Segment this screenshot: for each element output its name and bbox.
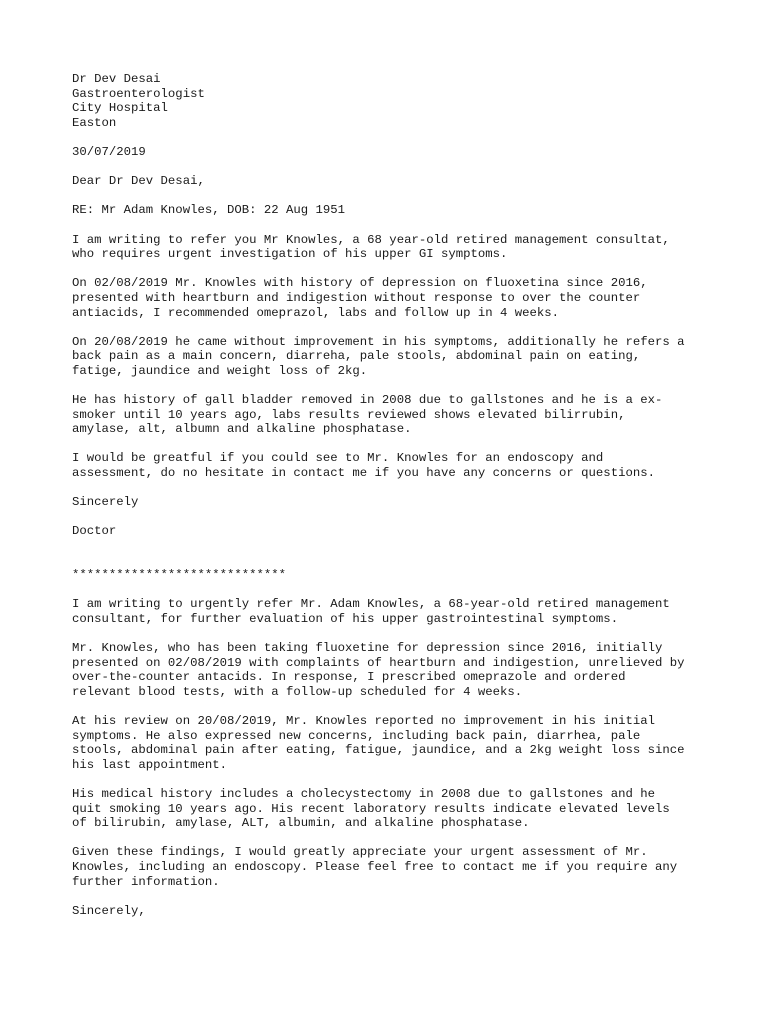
paragraph-line: smoker until 10 years ago, labs results reviewed shows elevated bilirrubin, bbox=[72, 407, 626, 422]
re-line bbox=[72, 203, 712, 218]
paragraph-line: presented on 02/08/2019 with complaints of heartburn and indigestion, unrelieved by bbox=[72, 655, 685, 670]
paragraph-line: his last appointment. bbox=[72, 757, 227, 772]
rewrite-paragraph-2 bbox=[72, 641, 712, 699]
sender-name: Dr Dev Desai bbox=[72, 72, 161, 86]
paragraph-line: over-the-counter antacids. In response, I prescribed omeprazole and ordered bbox=[72, 670, 626, 685]
sender-address bbox=[72, 72, 712, 130]
paragraph-line: further information. bbox=[72, 874, 220, 889]
separator-text: ***************************** bbox=[72, 568, 287, 583]
rewrite-paragraph-4 bbox=[72, 787, 712, 831]
closing-text: Sincerely bbox=[72, 495, 139, 510]
paragraph-line: I would be greatful if you could see to Mr. Knowles for an endoscopy and bbox=[72, 451, 604, 466]
paragraph-line: At his review on 20/08/2019, Mr. Knowles reported no improvement in his initial bbox=[72, 714, 655, 729]
original-paragraph-3 bbox=[72, 335, 712, 379]
closing-text: Sincerely, bbox=[72, 903, 146, 918]
paragraph-line: relevant blood tests, with a follow-up scheduled for 4 weeks. bbox=[72, 684, 523, 699]
original-paragraph-5 bbox=[72, 451, 712, 480]
greeting bbox=[72, 174, 712, 189]
original-paragraph-4 bbox=[72, 393, 712, 437]
paragraph-line: assessment, do no hesitate in contact me if you have any concerns or questions. bbox=[72, 466, 655, 481]
letter-document bbox=[72, 72, 712, 933]
separator bbox=[72, 568, 712, 583]
paragraph-line: stools, abdominal pain after eating, fatigue, jaundice, and a 2kg weight loss since bbox=[72, 743, 685, 758]
paragraph-line: consultant, for further evaluation of his upper gastrointestinal symptoms. bbox=[72, 611, 619, 626]
rewrite-paragraph-3 bbox=[72, 714, 712, 772]
paragraph-line: amylase, alt, albumn and alkaline phosphatase. bbox=[72, 422, 412, 437]
paragraph-line: Given these findings, I would greatly appreciate your urgent assessment of Mr. bbox=[72, 845, 648, 860]
rewrite-paragraph-5 bbox=[72, 845, 712, 889]
paragraph-line: His medical history includes a cholecystectomy in 2008 due to gallstones and he bbox=[72, 787, 655, 802]
paragraph-line: of bilirubin, amylase, ALT, albumin, and alkaline phosphatase. bbox=[72, 816, 530, 831]
paragraph-line: I am writing to urgently refer Mr. Adam Knowles, a 68-year-old retired management bbox=[72, 597, 670, 612]
paragraph-line: antiacids, I recommended omeprazol, labs and follow up in 4 weeks. bbox=[72, 305, 560, 320]
paragraph-line: who requires urgent investigation of his upper GI symptoms. bbox=[72, 247, 508, 262]
letter-date bbox=[72, 145, 712, 160]
paragraph-line: I am writing to refer you Mr Knowles, a 68 year-old retired management consultat, bbox=[72, 232, 670, 247]
signature-text: Doctor bbox=[72, 524, 117, 539]
sender-title: Gastroenterologist bbox=[72, 86, 205, 101]
paragraph-line: fatige, jaundice and weight loss of 2kg. bbox=[72, 363, 368, 378]
original-closing bbox=[72, 495, 712, 510]
paragraph-line: He has history of gall bladder removed in 2008 due to gallstones and he is a ex- bbox=[72, 393, 663, 408]
re-line-text: RE: Mr Adam Knowles, DOB: 22 Aug 1951 bbox=[72, 203, 346, 218]
sender-town: Easton bbox=[72, 115, 117, 130]
rewrite-closing bbox=[72, 904, 712, 919]
paragraph-line: Knowles, including an endoscopy. Please feel free to contact me if you require any bbox=[72, 860, 678, 875]
rewrite-paragraph-1 bbox=[72, 597, 712, 626]
paragraph-line: back pain as a main concern, diarreha, pale stools, abdominal pain on eating, bbox=[72, 349, 641, 364]
date-text: 30/07/2019 bbox=[72, 144, 146, 159]
spacer bbox=[72, 554, 712, 569]
original-paragraph-2 bbox=[72, 276, 712, 320]
paragraph-line: symptoms. He also expressed new concerns, including back pain, diarrhea, pale bbox=[72, 728, 641, 743]
paragraph-line: presented with heartburn and indigestion without response to over the counter bbox=[72, 290, 641, 305]
original-paragraph-1 bbox=[72, 233, 712, 262]
paragraph-line: quit smoking 10 years ago. His recent laboratory results indicate elevated levels bbox=[72, 801, 670, 816]
original-signature bbox=[72, 524, 712, 539]
greeting-text: Dear Dr Dev Desai, bbox=[72, 174, 205, 189]
paragraph-line: On 02/08/2019 Mr. Knowles with history of depression on fluoxetina since 2016, bbox=[72, 276, 648, 291]
paragraph-line: On 20/08/2019 he came without improvement in his symptoms, additionally he refers a bbox=[72, 334, 685, 349]
sender-hospital: City Hospital bbox=[72, 101, 168, 116]
paragraph-line: Mr. Knowles, who has been taking fluoxetine for depression since 2016, initially bbox=[72, 641, 663, 656]
